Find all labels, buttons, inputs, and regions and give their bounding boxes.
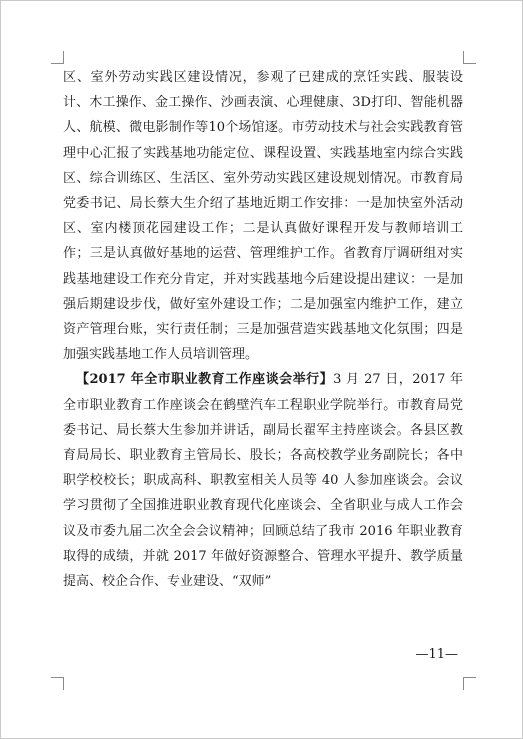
page-content <box>63 65 463 594</box>
crop-mark-top-left <box>51 51 64 64</box>
crop-mark-top-right <box>463 51 476 64</box>
page-number: —11— <box>415 647 458 662</box>
paragraph-vocational-meeting <box>63 367 463 594</box>
crop-mark-bottom-left <box>51 677 64 690</box>
section-body: 3 月 27 日，2017 年全市职业教育工作座谈会在鹤壁汽车工程职业学院举行。市教育局党委书记、局长蔡大生参加并讲话，副局长翟军主持座谈会。各县区教育局局长、职业教育主管局长、股长；各高校教学业务副院长；各中职学校校长；职成高科、职教室相关人员等 40 人参加座谈会。会议学习贯彻了全国推进职业教育现代化座谈会、全省职业与成人工作会议及市委九届二次全会会议精神；回顾总结了我市 2016 年职业教育取得的成绩，并就 2017 年做好资源整合、管理水平提升、教学质量提高、校企合作、专业建设、“双师” <box>63 372 463 590</box>
paragraph-practice-base: 区、室外劳动实践区建设情况，参观了已建成的烹饪实践、服装设计、木工操作、金工操作、沙画表演、心理健康、3D打印、智能机器人、航模、微电影制作等10个场馆逐。市劳动技术与社会实践教育管理中心汇报了实践基地功能定位、课程设置、实践基地室内综合实践区、综合训练区、生活区、室外劳动实践区建设规划情况。市教育局党委书记、局长蔡大生介绍了基地近期工作安排：一是加快室外活动区、室内楼顶花园建设工作；二是认真做好课程开发与教师培训工作；三是认真做好基地的运营、管理维护工作。省教育厅调研组对实践基地建设工作充分肯定，并对实践基地今后建设提出建议：一是加强后期建设步伐，做好室外建设工作；二是加强室内维护工作，建立资产管理台账，实行责任制；三是加强营造实践基地文化氛围；四是加强实践基地工作人员培训管理。 <box>63 70 463 363</box>
section-heading: 【2017 年全市职业教育工作座谈会举行】 <box>76 372 334 388</box>
crop-mark-bottom-right <box>463 677 476 690</box>
